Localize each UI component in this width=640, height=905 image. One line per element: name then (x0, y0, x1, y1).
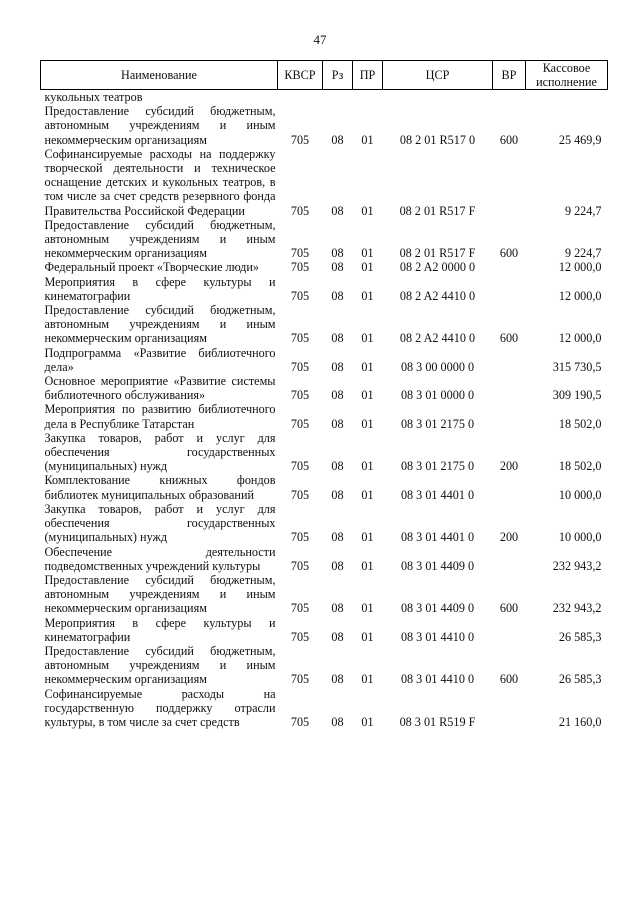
table-row (41, 473, 608, 501)
cell-pr: 01 (361, 416, 374, 431)
cell-vr: 600 (499, 246, 519, 261)
cell-name: Предоставление субсидий бюджетным, автономным учреждениям и иным некоммерческим организациям (44, 303, 276, 346)
table-row (41, 275, 608, 303)
cell-vr (493, 346, 526, 374)
cell-name: Основное мероприятие «Развитие системы библиотечного обслуживания» (44, 374, 276, 403)
cell-name: Федеральный проект «Творческие люди» (44, 260, 259, 275)
table-row (41, 431, 608, 474)
cell-name: Предоставление субсидий бюджетным, автономным учреждениям и иным некоммерческим организациям (44, 643, 276, 687)
cell-amount: 21 160,0 (558, 714, 602, 729)
cell-vr (493, 545, 526, 573)
cell-rz: 08 (331, 331, 344, 346)
cell-vr: 600 (499, 331, 519, 346)
cell-rz: 08 (331, 246, 344, 261)
cell-amount: 10 000,0 (558, 530, 602, 545)
table-row (41, 90, 608, 105)
cell-kvsr: 705 (290, 714, 310, 729)
cell-pr: 01 (361, 246, 374, 261)
cell-amount: 9 224,7 (564, 203, 602, 218)
cell-csr: 08 3 01 4401 0 (400, 487, 475, 502)
cell-kvsr: 705 (290, 132, 310, 147)
cell-rz: 08 (331, 388, 344, 403)
header-name: Наименование (41, 61, 278, 90)
header-pr: ПР (353, 61, 383, 90)
cell-csr: 08 2 A2 4410 0 (399, 331, 476, 346)
cell-name: Софинансируемые расходы на государственную поддержку отрасли культуры, в том числе за счет средств (44, 686, 276, 729)
header-kvsr: КВСР (278, 61, 323, 90)
cell-csr: 08 2 01 R517 0 (399, 132, 476, 147)
cell-csr: 08 3 01 4401 0 (400, 530, 475, 545)
cell-csr: 08 3 01 2175 0 (400, 459, 475, 474)
cell-rz: 08 (331, 132, 344, 147)
cell-rz (323, 90, 353, 105)
cell-csr: 08 3 01 2175 0 (400, 416, 475, 431)
cell-amount: 18 502,0 (558, 459, 602, 474)
cell-kvsr: 705 (290, 530, 310, 545)
table-row (41, 644, 608, 687)
cell-csr: 08 3 01 4410 0 (400, 629, 475, 644)
cell-vr (493, 687, 526, 730)
cell-vr (493, 616, 526, 644)
cell-rz: 08 (331, 459, 344, 474)
cell-amount: 12 000,0 (558, 331, 602, 346)
cell-vr (493, 260, 526, 274)
cell-csr: 08 3 01 4409 0 (400, 601, 475, 616)
cell-pr (353, 90, 383, 105)
cell-amount: 25 469,9 (558, 132, 602, 147)
cell-name: Закупка товаров, работ и услуг для обеспечения государственных (муниципальных) нужд (44, 501, 276, 545)
cell-pr: 01 (361, 672, 374, 687)
cell-pr: 01 (361, 388, 374, 403)
cell-name: Подпрограмма «Развитие библиотечного дела» (44, 345, 276, 374)
cell-name: Предоставление субсидий бюджетным, автономным учреждениям и иным некоммерческим организациям (44, 104, 276, 147)
cell-kvsr: 705 (290, 672, 310, 687)
cell-kvsr: 705 (290, 288, 310, 303)
header-rz: Рз (323, 61, 353, 90)
cell-pr: 01 (361, 459, 374, 474)
table-row (41, 616, 608, 644)
cell-csr: 08 3 01 R519 F (399, 714, 476, 729)
cell-kvsr: 705 (290, 203, 310, 218)
cell-vr (493, 473, 526, 501)
cell-kvsr: 705 (290, 487, 310, 502)
cell-kvsr: 705 (290, 558, 310, 573)
page-number: 47 (313, 32, 327, 47)
cell-pr: 01 (361, 629, 374, 644)
cell-csr: 08 3 01 0000 0 (400, 388, 475, 403)
cell-vr: 200 (499, 530, 519, 545)
cell-rz: 08 (331, 530, 344, 545)
cell-name: Мероприятия по развитию библиотечного дела в Республике Татарстан (44, 402, 276, 431)
cell-amount: 12 000,0 (558, 260, 602, 275)
cell-csr: 08 3 00 0000 0 (400, 359, 475, 374)
header-csr: ЦСР (383, 61, 493, 90)
table-row (41, 573, 608, 616)
table-row (41, 687, 608, 730)
cell-name: кукольных театров (44, 90, 143, 104)
cell-amount: 26 585,3 (558, 629, 602, 644)
table-row (41, 374, 608, 402)
cell-name: Мероприятия в сфере культуры и кинематографии (44, 274, 276, 303)
cell-amount: 10 000,0 (558, 487, 602, 502)
header-kassa: Кассовое исполнение (526, 61, 608, 90)
cell-rz: 08 (331, 601, 344, 616)
cell-kvsr: 705 (290, 416, 310, 431)
cell-csr (383, 90, 493, 105)
cell-pr: 01 (361, 132, 374, 147)
cell-rz: 08 (331, 359, 344, 374)
cell-name: Мероприятия в сфере культуры и кинематографии (44, 615, 276, 644)
cell-name: Закупка товаров, работ и услуг для обеспечения государственных (муниципальных) нужд (44, 430, 276, 474)
cell-rz: 08 (331, 288, 344, 303)
cell-vr (493, 147, 526, 218)
cell-amount: 26 585,3 (558, 672, 602, 687)
cell-csr: 08 3 01 4409 0 (400, 558, 475, 573)
cell-pr: 01 (361, 558, 374, 573)
cell-rz: 08 (331, 203, 344, 218)
table-header-row (41, 61, 608, 90)
table-row (41, 502, 608, 545)
table-row (41, 402, 608, 430)
cell-name: Комплектование книжных фондов библиотек муниципальных образований (44, 473, 276, 502)
cell-vr (493, 402, 526, 430)
cell-amount: 232 943,2 (552, 601, 602, 616)
cell-name: Обеспечение деятельности подведомственных учреждений культуры (44, 544, 276, 573)
table-row (41, 260, 608, 274)
cell-csr: 08 2 A2 0000 0 (399, 260, 476, 275)
cell-kvsr: 705 (290, 260, 310, 275)
cell-rz: 08 (331, 416, 344, 431)
cell-pr: 01 (361, 530, 374, 545)
cell-vr (493, 90, 526, 105)
table-row (41, 303, 608, 346)
table-row (41, 545, 608, 573)
cell-pr: 01 (361, 331, 374, 346)
cell-kvsr: 705 (290, 459, 310, 474)
cell-vr: 600 (499, 132, 519, 147)
cell-name: Предоставление субсидий бюджетным, автономным учреждениям и иным некоммерческим организациям (44, 217, 276, 261)
cell-csr: 08 2 01 R517 F (399, 203, 476, 218)
cell-pr: 01 (361, 714, 374, 729)
cell-amount: 9 224,7 (564, 246, 602, 261)
cell-pr: 01 (361, 260, 374, 275)
cell-kvsr: 705 (290, 388, 310, 403)
cell-pr: 01 (361, 359, 374, 374)
cell-kvsr: 705 (290, 601, 310, 616)
cell-name: Предоставление субсидий бюджетным, автономным учреждениям и иным некоммерческим организациям (44, 572, 276, 616)
cell-csr: 08 2 A2 4410 0 (399, 288, 476, 303)
cell-pr: 01 (361, 288, 374, 303)
cell-amount: 309 190,5 (552, 388, 602, 403)
table-row (41, 147, 608, 218)
cell-vr: 200 (499, 459, 519, 474)
cell-rz: 08 (331, 672, 344, 687)
header-vr: ВР (493, 61, 526, 90)
cell-vr: 600 (499, 601, 519, 616)
cell-rz: 08 (331, 260, 344, 275)
cell-kvsr: 705 (290, 629, 310, 644)
cell-name: Софинансируемые расходы на поддержку творческой деятельности и техническое оснащение детских и кукольных театров, в том числе за счет средств резервного фонда Правительства Российской Федерации (44, 146, 276, 218)
cell-vr (493, 374, 526, 402)
cell-pr: 01 (361, 487, 374, 502)
cell-amount: 315 730,5 (552, 359, 602, 374)
cell-pr: 01 (361, 203, 374, 218)
table-row (41, 346, 608, 374)
cell-vr: 600 (499, 672, 519, 687)
cell-amount: 12 000,0 (558, 288, 602, 303)
table-row (41, 218, 608, 261)
cell-amount: 232 943,2 (552, 558, 602, 573)
cell-rz: 08 (331, 487, 344, 502)
cell-rz: 08 (331, 558, 344, 573)
cell-vr (493, 275, 526, 303)
cell-csr: 08 3 01 4410 0 (400, 672, 475, 687)
table-row (41, 104, 608, 147)
budget-table (40, 60, 608, 729)
cell-kvsr (278, 90, 323, 105)
cell-rz: 08 (331, 714, 344, 729)
cell-kvsr: 705 (290, 331, 310, 346)
cell-rz: 08 (331, 629, 344, 644)
cell-amount: 18 502,0 (558, 416, 602, 431)
cell-kvsr: 705 (290, 359, 310, 374)
cell-pr: 01 (361, 601, 374, 616)
cell-csr: 08 2 01 R517 F (399, 246, 476, 261)
cell-amount (526, 90, 608, 105)
cell-kvsr: 705 (290, 246, 310, 261)
